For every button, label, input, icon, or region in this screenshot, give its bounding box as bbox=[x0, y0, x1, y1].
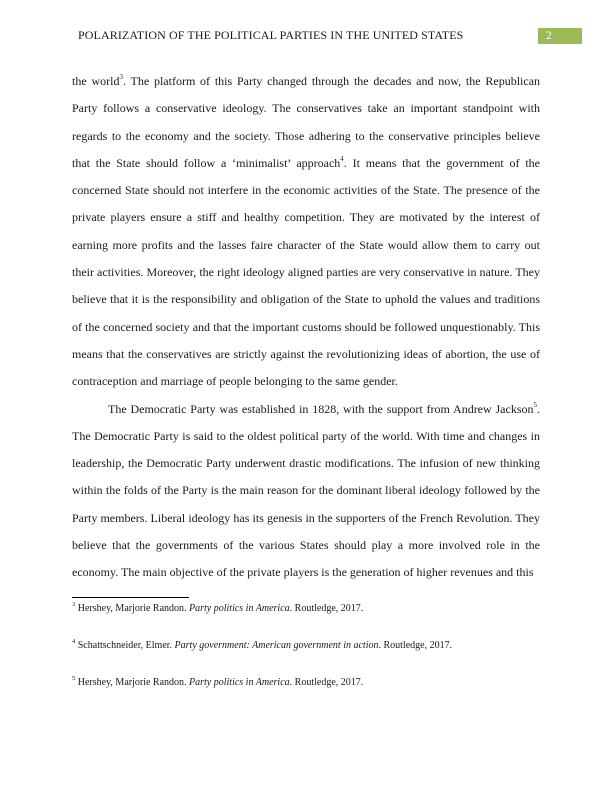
page-number-badge: 2 bbox=[538, 28, 582, 44]
paragraph-text: The Democratic Party was established in 1828, with the support from Andrew Jackson bbox=[108, 401, 534, 416]
footnote-title: Party politics in America bbox=[189, 603, 290, 614]
footnote-3 bbox=[72, 600, 540, 615]
body-text bbox=[72, 68, 540, 587]
paragraph-text: . The platform of this Party changed through the decades and now, the Republican Party follows a conservative ideology. The conservatives take an important standpoint with regards to the economy and the society. Those adhering to the conservative principles believe that the State should follow a ‘minimalist’ approach bbox=[72, 74, 541, 170]
footnote-5 bbox=[72, 674, 540, 689]
paragraph-democratic bbox=[72, 396, 540, 587]
running-header-title: POLARIZATION OF THE POLITICAL PARTIES IN THE UNITED STATES bbox=[78, 28, 464, 42]
paragraph-republican bbox=[72, 68, 540, 396]
footnotes bbox=[72, 600, 540, 689]
footnote-author: Hershey, Marjorie Randon. bbox=[77, 603, 190, 614]
footnote-ref-3: 3 bbox=[119, 73, 123, 81]
footnote-number: 5 bbox=[72, 674, 76, 682]
paragraph-text: the world bbox=[72, 74, 120, 88]
footnote-publisher: . Routledge, 2017. bbox=[378, 640, 453, 651]
footnote-author: Hershey, Marjorie Randon. bbox=[77, 677, 190, 688]
footnote-ref-4: 4 bbox=[340, 154, 344, 163]
paragraph-text: . It means that the government of the concerned State should not interfere in the economic activities of the State. The presence of the private players ensure a stiff and healthy competition. They are motivated by the interest of earning more profits and the lasses faire character of the State would allow them to carry out their activities. Moreover, the right ideology aligned parties are very conservative in nature. They believe that it is the responsibility and obligation of the State to uphold the values and traditions of the concerned society and that the important customs should be followed unquestionably. This means that the conservatives are strictly against the revolutionizing ideas of abortion, the use of contraception and marriage of people belonging to the same gender. bbox=[72, 155, 540, 389]
footnote-4 bbox=[72, 637, 540, 652]
footnote-ref-5: 5 bbox=[533, 400, 537, 409]
footnote-title: Party politics in America bbox=[189, 677, 290, 688]
footnote-author: Schattschneider, Elmer. bbox=[77, 640, 175, 651]
footnote-title: Party government: American government in action bbox=[174, 640, 379, 651]
footnote-number: 4 bbox=[72, 637, 76, 645]
footnote-separator bbox=[72, 597, 189, 598]
footnote-publisher: . Routledge, 2017. bbox=[289, 677, 364, 688]
footnote-publisher: . Routledge, 2017. bbox=[289, 603, 364, 614]
paragraph-text: . The Democratic Party is said to the oldest political party of the world. With time and changes in leadership, the Democratic Party underwent drastic modifications. The infusion of new thinking within the folds of the Party is the main reason for the dominant liberal ideology followed by the Party members. Liberal ideology has its genesis in the supporters of the French Revolution. They believe that the governments of the various States should play a more involved role in the economy. The main objective of the private players is the generation of higher revenues and this bbox=[72, 401, 540, 580]
footnote-number: 3 bbox=[72, 600, 76, 608]
